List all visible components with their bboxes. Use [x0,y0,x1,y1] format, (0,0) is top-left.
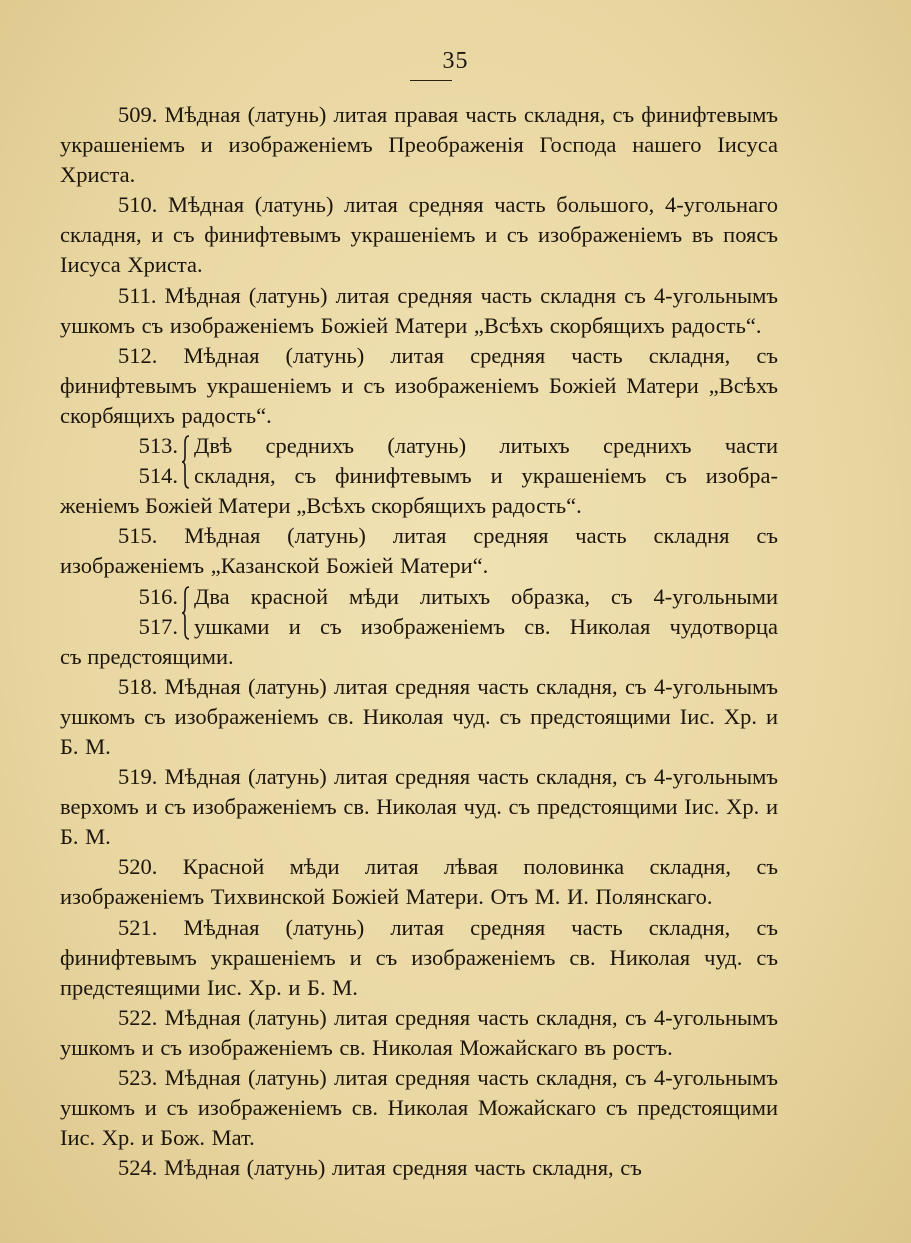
brace-icon [182,431,194,491]
page-number: 35 [442,48,469,74]
group-line: Два красной мѣди литыхъ образка, съ 4-угольными [194,583,778,609]
entry-519: 519. Мѣдная (латунь) литая средняя часть складня, съ 4-угольнымъ верхомъ и съ изображеніемъ св. Николая чуд. съ предстоящими Іис. Хр. и Б. М. [60,764,778,850]
entry-520: 520. Красной мѣди литая лѣвая половинка складня, съ изображеніемъ Тихвинской Божіей Матери. Отъ М. И. Полянскаго. [60,854,778,910]
entry-518: 518. Мѣдная (латунь) литая средняя часть складня, съ 4-угольнымъ ушкомъ съ изображеніемъ св. Николая чуд. съ предстоящими Іис. Хр. и Б. М. [60,673,778,759]
entry-group-516-517 [60,582,778,642]
entry-number: 514. [138,463,178,489]
group-numbers [60,582,182,642]
entry-510: 510. Мѣдная (латунь) литая средняя часть большого, 4-угольнаго складня, и съ финифтевымъ украшеніемъ и съ изображеніемъ въ поясъ Іисуса Христа. [60,192,778,278]
group-line: Двѣ среднихъ (латунь) литыхъ среднихъ части [194,433,778,459]
group-text [194,582,778,642]
entry-group-513-514 [60,431,778,491]
entry-521: 521. Мѣдная (латунь) литая средняя часть складня, съ финифтевымъ украшеніемъ и съ изображеніемъ св. Николая чуд. съ предстеящими Іис. Хр. и Б. М. [60,914,778,1000]
page-body [60,100,778,1183]
brace-icon [182,582,194,642]
entry-522: 522. Мѣдная (латунь) литая средняя часть складня, съ 4-угольнымъ ушкомъ и съ изображеніемъ св. Николая Можайскаго въ ростъ. [60,1004,778,1060]
entry-523: 523. Мѣдная (латунь) литая средняя часть складня, съ 4-угольнымъ ушкомъ и съ изображеніемъ св. Николая Можайскаго съ предстоящими Іис. Хр. и Бож. Мат. [60,1065,778,1151]
entry-524: 524. Мѣдная (латунь) литая средняя часть складня, съ [118,1155,642,1181]
page-number-rule [410,80,452,81]
entry-509: 509. Мѣдная (латунь) литая правая часть складня, съ финифтевымъ украшеніемъ и изображеніемъ Преображенія Господа нашего Іисуса Христа. [60,102,778,188]
entry-512: 512. Мѣдная (латунь) литая средняя часть складня, съ финифтевымъ украшеніемъ и съ изображеніемъ Божіей Матери „Всѣхъ скорбящихъ радость“. [60,342,778,428]
entry-515: 515. Мѣдная (латунь) литая средняя часть складня съ изображеніемъ „Казанской Божіей Матери“. [60,523,778,579]
group-tail: съ предстоящими. [60,643,234,669]
group-line: ушками и съ изображеніемъ св. Николая чудотворца [194,613,778,639]
group-line: складня, съ финифтевымъ и украшеніемъ съ изобра- [194,463,778,489]
group-numbers [60,431,182,491]
group-text [194,431,778,491]
entry-511: 511. Мѣдная (латунь) литая средняя часть складня съ 4-угольнымъ ушкомъ съ изображеніемъ Божіей Матери „Всѣхъ скорбящихъ радость“. [60,282,778,338]
entry-number: 513. [138,433,178,459]
entry-number: 516. [138,583,178,609]
entry-number: 517. [138,613,178,639]
group-tail: женіемъ Божіей Матери „Всѣхъ скорбящихъ радость“. [60,493,582,519]
